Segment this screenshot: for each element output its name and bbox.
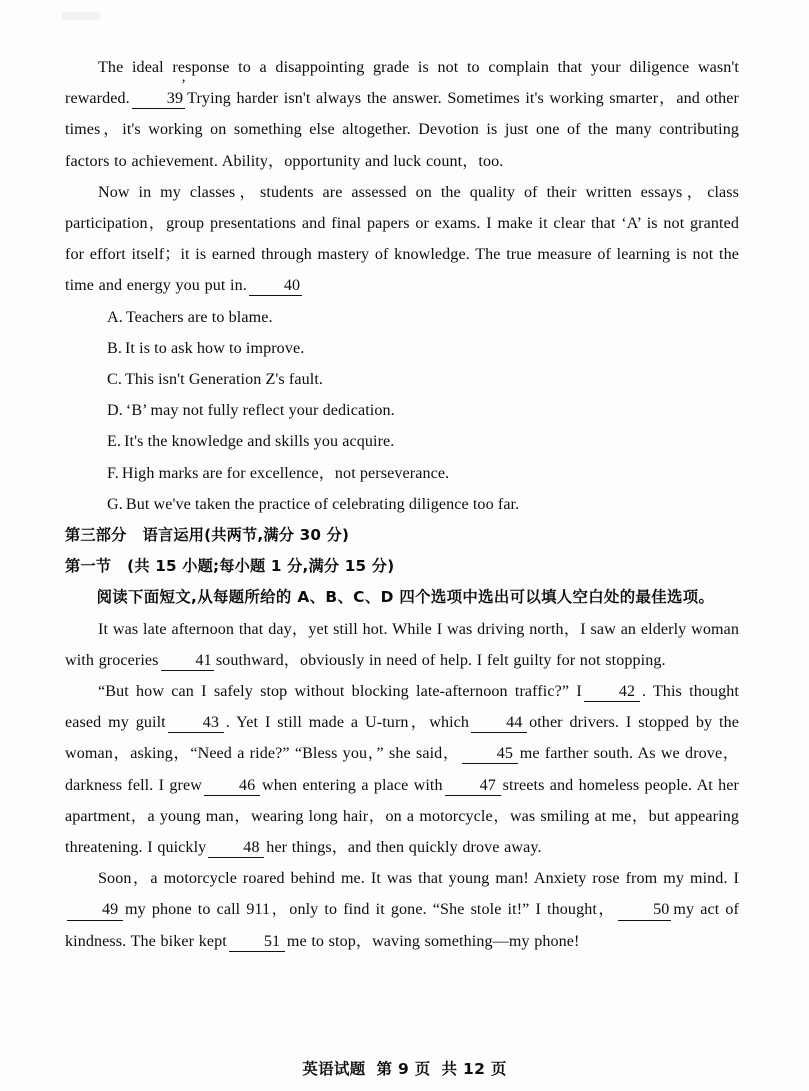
subsection-one-heading: [65, 551, 739, 582]
option-c[interactable]: [65, 364, 739, 395]
blank-50[interactable]: [618, 901, 671, 920]
option-f-text: High marks are for excellence，not perseverance.: [121, 464, 450, 482]
option-a-text: Teachers are to blame.: [125, 308, 273, 326]
option-e-letter: E.: [107, 433, 122, 451]
footer-total-pages: 共 12 页: [441, 1060, 507, 1078]
option-g-letter: G.: [107, 495, 123, 513]
blank-43[interactable]: [168, 714, 224, 733]
blank-49[interactable]: [67, 901, 123, 920]
page-content: [65, 52, 739, 957]
footer-subject: 英语试题: [302, 1060, 366, 1078]
footer-page-number: 第 9 页: [376, 1060, 431, 1078]
cloze-p2-part-7: streets and homeless people. At her apartment，a young man，wearing long hair，on a motorcycle，was smiling at me，but appearing threatening. I quickly: [65, 776, 740, 857]
option-d-text: ‘B’ may not fully reflect your dedication.: [125, 402, 395, 420]
blank-44[interactable]: [471, 714, 527, 733]
cloze-paragraph-1: [65, 614, 739, 676]
option-b[interactable]: [65, 333, 739, 364]
cloze-paragraph-3: [65, 863, 739, 957]
subsection-one-title: (共 15 小题;每小题 1 分,满分 15 分): [127, 557, 395, 576]
blank-46-number: 46: [238, 776, 256, 794]
cloze-p1-part-1: It was late afternoon that day，yet still hot. While I was driving north，I saw an elderly woman with groceries: [65, 620, 739, 669]
option-b-text: It is to ask how to improve.: [124, 339, 305, 357]
blank-42[interactable]: [584, 683, 640, 702]
option-d[interactable]: [65, 395, 739, 426]
option-e[interactable]: [65, 426, 739, 457]
blank-48-number: 48: [243, 839, 260, 857]
cloze-p2-part-1: “But how can I safely stop without blocking late-afternoon traffic?” I: [98, 683, 582, 701]
cloze-p2-part-8: her things，and then quickly drove away.: [266, 839, 542, 857]
page-scan-artifact: [62, 12, 100, 20]
blank-43-number: 43: [202, 714, 220, 732]
cloze-p2-part-2: . This thought eased my guilt: [65, 683, 739, 732]
option-c-letter: C.: [107, 371, 122, 389]
blank-49-number: 49: [102, 901, 119, 919]
cloze-p3-part-4: me to stop，waving something—my phone!: [286, 932, 580, 950]
blank-46[interactable]: [204, 777, 260, 796]
reading-paragraph-1-before-blank: The ideal response to a disappointing grade is not to complain that your diligence wasn't rewarded.: [65, 59, 739, 108]
blank-45[interactable]: [462, 745, 518, 764]
option-c-text: This isn't Generation Z's fault.: [124, 371, 324, 389]
option-g-text: But we've taken the practice of celebrating diligence too far.: [125, 495, 520, 513]
cloze-p3-part-1: Soon，a motorcycle roared behind me. It was that young man! Anxiety rose from my mind. I: [98, 870, 739, 888]
blank-41[interactable]: [161, 652, 214, 671]
cloze-p2-part-3: . Yet I still made a U-turn，which: [225, 714, 470, 732]
option-b-letter: B.: [107, 339, 122, 357]
cloze-paragraph-2: [65, 676, 739, 863]
blank-39[interactable]: [132, 77, 187, 109]
reading-paragraph-1-after-blank: Trying harder isn't always the answer. Sometimes it's working smarter，and other times，it's working on something else altogether. Devotion is just one of the many contributing factors to achievement. Ability，opportunity and luck count，too.: [65, 90, 739, 170]
option-f[interactable]: [65, 458, 739, 489]
section-three-part-title: 语言运用(共两节,满分 30 分): [142, 526, 350, 545]
blank-40[interactable]: [249, 277, 302, 296]
reading-options-list: [65, 302, 739, 520]
blank-47[interactable]: [445, 777, 501, 796]
cloze-p3-part-2: my phone to call 911，only to find it gone. “She stole it!” I thought，: [125, 901, 617, 919]
option-a-letter: A.: [107, 308, 123, 326]
reading-paragraph-1: [65, 52, 739, 177]
blank-48[interactable]: [208, 839, 264, 858]
blank-39-tick-mark: ’: [180, 77, 187, 94]
blank-39-number: 39: [166, 90, 184, 108]
cloze-p3-part-3: my act of kindness. The biker kept: [65, 901, 739, 950]
blank-40-number: 40: [283, 277, 301, 295]
subsection-one-label: 第一节: [65, 557, 112, 576]
cloze-p1-part-2: southward，obviously in need of help. I felt guilty for not stopping.: [215, 651, 666, 669]
option-d-letter: D.: [107, 402, 123, 420]
blank-51[interactable]: [229, 933, 285, 952]
page-footer: [0, 1057, 809, 1079]
blank-51-number: 51: [263, 932, 281, 950]
blank-42-number: 42: [618, 683, 636, 701]
section-three-part-label: 第三部分: [65, 526, 127, 545]
reading-paragraph-2-before-blank: Now in my classes，students are assessed on the quality of their written essays，class participation，group presentations and final papers or exams. I make it clear that ‘A’ is not granted for effort itself；it is earned through mastery of knowledge. The true measure of learning is not the time and energy you put in.: [65, 183, 739, 295]
section-three-heading: [65, 520, 739, 551]
blank-47-number: 47: [479, 776, 496, 794]
cloze-instruction: 阅读下面短文,从每题所给的 A、B、C、D 四个选项中选出可以填人空白处的最佳选项。: [96, 588, 715, 607]
cloze-p2-part-5: me farther south. As we drove，darkness fell. I grew: [65, 745, 739, 794]
option-a[interactable]: [65, 302, 739, 333]
option-e-text: It's the knowledge and skills you acquire.: [124, 433, 395, 451]
blank-41-number: 41: [195, 651, 212, 669]
cloze-p2-part-4: other drivers. I stopped by the woman，asking，“Need a ride?” “Bless you，” she said，: [65, 714, 739, 763]
reading-paragraph-2: [65, 177, 739, 302]
option-f-letter: F.: [107, 464, 119, 482]
blank-50-number: 50: [653, 901, 670, 919]
option-g[interactable]: [65, 489, 739, 520]
blank-45-number: 45: [496, 745, 514, 763]
cloze-p2-part-6: when entering a place with: [261, 776, 443, 794]
blank-44-number: 44: [506, 714, 523, 732]
